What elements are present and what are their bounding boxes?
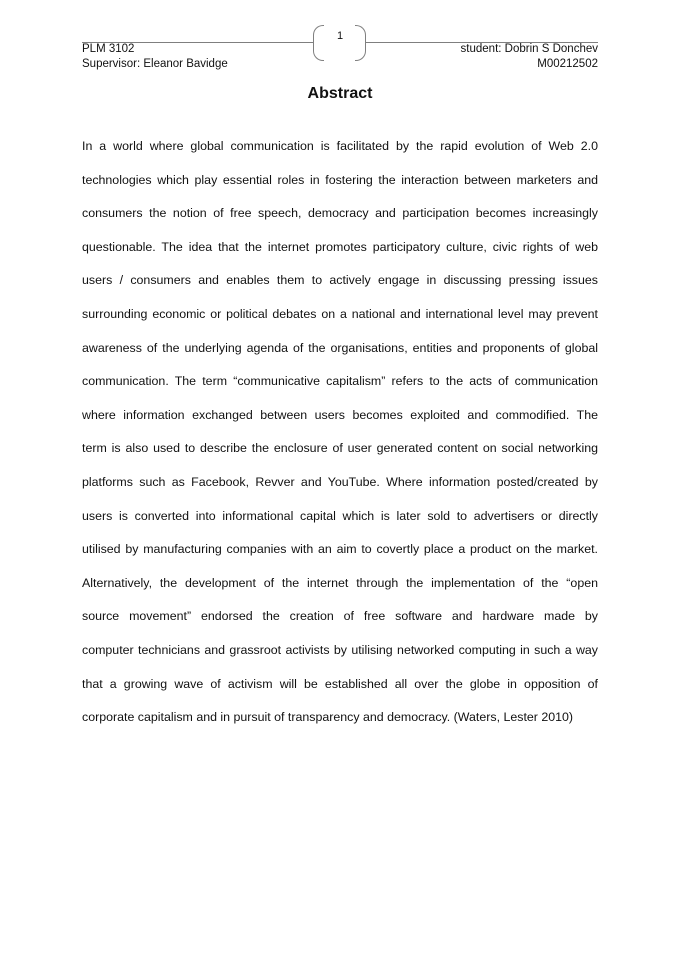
page-number: 1: [336, 30, 344, 42]
abstract-heading: Abstract: [307, 85, 373, 102]
supervisor-name: Supervisor: Eleanor Bavidge: [82, 58, 228, 70]
abstract-line: utilised by manufacturing companies with an aim to covertly place a product on the market.: [82, 542, 598, 557]
abstract-line: In a world where global communication is facilitated by the rapid evolution of Web 2.0: [82, 139, 598, 153]
abstract-line: awareness of the underlying agenda of the organisations, entities and proponents of global: [82, 340, 598, 355]
abstract-line: where information exchanged between users becomes exploited and commodified. The: [82, 407, 598, 422]
abstract-line: technologies which play essential roles in fostering the interaction between marketers and: [82, 172, 598, 187]
abstract-line: platforms such as Facebook, Revver and YouTube. Where information posted/created by: [82, 474, 598, 489]
page-number-bracket-right: [355, 25, 366, 61]
abstract-line: questionable. The idea that the internet promotes participatory culture, civic rights of web: [82, 239, 598, 254]
abstract-line: users is converted into informational capital which is later sold to advertisers or directly: [82, 508, 598, 523]
abstract-line: computer technicians and grassroot activists by utilising networked computing in such a way: [82, 642, 598, 657]
abstract-line: source movement” endorsed the creation of free software and hardware made by: [82, 609, 598, 624]
abstract-line: users / consumers and enables them to actively engage in discussing pressing issues: [82, 273, 598, 288]
abstract-line: term is also used to describe the enclosure of user generated content on social networking: [82, 441, 598, 456]
abstract-line: Alternatively, the development of the internet through the implementation of the “open: [82, 575, 598, 590]
abstract-body: [82, 138, 598, 743]
abstract-line: communication. The term “communicative capitalism” refers to the acts of communication: [82, 374, 598, 389]
abstract-line: corporate capitalism and in pursuit of transparency and democracy. (Waters, Lester 2010): [82, 710, 574, 725]
abstract-line: surrounding economic or political debates on a national and international level may prevent: [82, 306, 598, 321]
abstract-line: consumers the notion of free speech, democracy and participation becomes increasingly: [82, 206, 598, 221]
course-code: PLM 3102: [82, 43, 135, 55]
abstract-line: that a growing wave of activism will be established all over the globe in opposition of: [82, 676, 598, 691]
page-number-bracket-left: [313, 25, 324, 61]
student-id: M00212502: [537, 58, 598, 70]
student-name: student: Dobrin S Donchev: [460, 43, 598, 55]
